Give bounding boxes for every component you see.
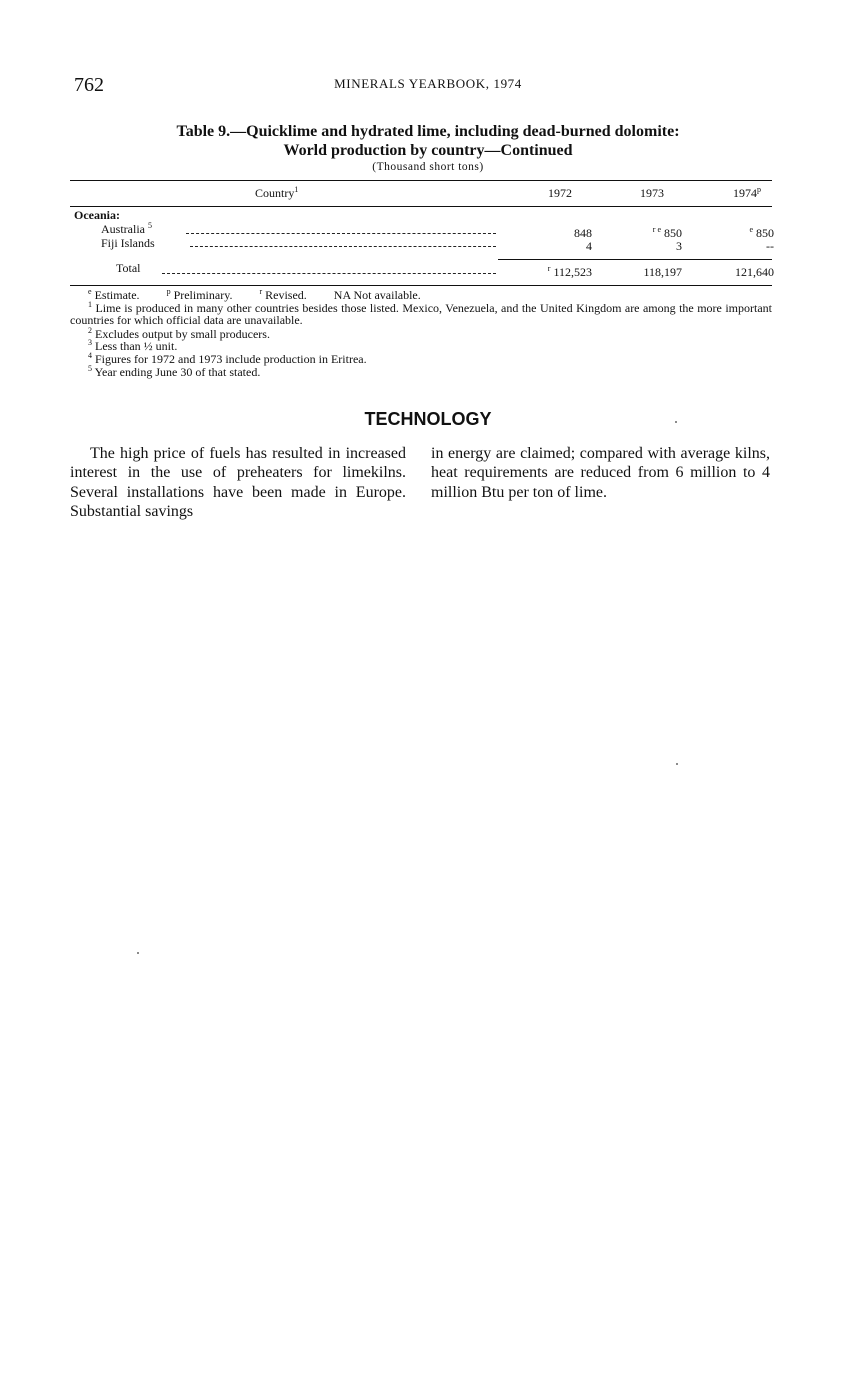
table-cell: 4 — [586, 239, 592, 253]
table-title-line1: Table 9.—Quicklime and hydrated lime, including dead-burned dolomite: — [176, 123, 680, 140]
body-text-left-column: The high price of fuels has resulted in increased interest in the use of preheaters for limekilns. Several installations have been made in Europe. Substantial savings — [70, 445, 406, 521]
page-number: 762 — [74, 74, 104, 96]
leader-dots — [162, 273, 496, 274]
total-rule — [498, 259, 772, 260]
leader-dots — [186, 233, 496, 234]
table-row-country: Fiji Islands — [101, 236, 155, 250]
table-units: (Thousand short tons) — [372, 161, 484, 173]
legend-item: NA Not available. — [333, 288, 421, 302]
table-cell: -- — [766, 239, 774, 253]
footnote: $^5$ Year ending June 30 of that stated. — [88, 364, 261, 379]
symbol-legend — [88, 289, 790, 301]
table-row-country: Australia $^5$ — [101, 221, 152, 236]
scan-speck — [676, 763, 678, 765]
total-cell: $^r$ 112,523 — [547, 264, 592, 279]
table-cell: $^e$ 850 — [749, 225, 774, 240]
total-cell: 121,640 — [735, 265, 774, 279]
legend-item: $^r$ Revised. — [259, 287, 307, 302]
column-header-1974: 1974$^p$ — [733, 185, 761, 200]
header-bottom-rule — [70, 206, 772, 207]
footnote: $^4$ Figures for 1972 and 1973 include production in Eritrea. — [88, 351, 367, 366]
scan-speck — [675, 421, 677, 423]
table-title — [0, 122, 856, 160]
legend-item: $^p$ Preliminary. — [166, 287, 233, 302]
footnote: $^3$ Less than ½ unit. — [88, 338, 178, 353]
table-title-line2: World production by country—Continued — [283, 142, 573, 159]
table-bottom-rule — [70, 285, 772, 286]
section-heading: TECHNOLOGY — [364, 409, 492, 429]
footnote: $^1$ Lime is produced in many other countries besides those listed. Mexico, Venezuela, and the United Kingdom are among the more important countries for which official data are unavailable. — [70, 300, 772, 327]
table-cell: 3 — [676, 239, 682, 253]
legend-item: $^e$ Estimate. — [88, 287, 140, 302]
leader-dots — [190, 246, 496, 247]
column-header-1973: 1973 — [640, 186, 664, 200]
column-header-country: Country$^1$ — [255, 185, 299, 200]
table-cell: $^{r e}$ 850 — [652, 225, 682, 240]
footnote: $^2$ Excludes output by small producers. — [88, 326, 270, 341]
body-text-right-column: in energy are claimed; compared with average kilns, heat requirements are reduced from 6 million to 4 million Btu per ton of lime. — [431, 445, 770, 501]
column-header-1972: 1972 — [548, 186, 572, 200]
total-cell: 118,197 — [643, 265, 682, 279]
table-cell: 848 — [574, 226, 592, 240]
region-label: Oceania: — [74, 208, 120, 222]
total-label: Total — [116, 261, 141, 275]
running-head: MINERALS YEARBOOK, 1974 — [334, 76, 522, 91]
table-top-rule — [70, 180, 772, 181]
scan-speck — [137, 952, 139, 954]
